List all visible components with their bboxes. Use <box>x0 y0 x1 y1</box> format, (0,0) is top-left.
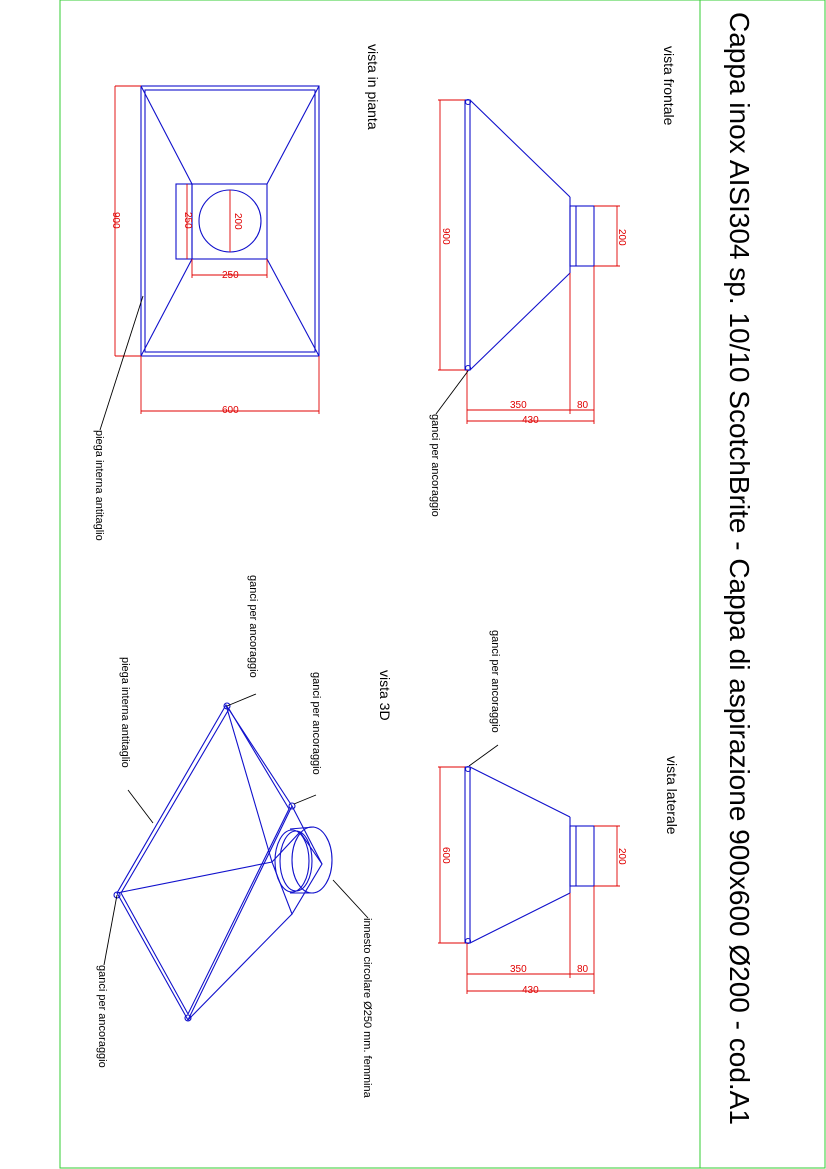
frontal-dim-430: 430 <box>522 415 539 426</box>
view-3d-hooks-note-collar: ganci per ancoraggio <box>310 672 322 775</box>
drawing-title: Cappa inox AISI304 sp. 10/10 ScotchBrite - Cappa di aspirazione 900x600 Ø200 - cod.A1 <box>724 12 755 1125</box>
frontal-view-label: vista frontale <box>661 46 677 126</box>
lateral-view <box>438 630 680 996</box>
plan-dim-600: 600 <box>222 405 239 416</box>
frontal-dim-80: 80 <box>577 400 589 411</box>
view-3d-hooks-note-bottom: ganci per ancoraggio <box>96 965 108 1068</box>
lateral-dim-350: 350 <box>510 964 527 975</box>
plan-dim-900: 900 <box>110 212 121 229</box>
plan-dim-200: 200 <box>232 213 243 230</box>
view-3d-connection-note: innesto circolare Ø250 mm. femmina <box>361 918 373 1098</box>
plan-view <box>93 44 381 541</box>
sheet-frame <box>60 0 825 1168</box>
view-3d-label: vista 3D <box>377 670 393 721</box>
view-3d-fold-note: piega interna antitaglio <box>119 657 131 768</box>
lateral-dim-80: 80 <box>577 964 589 975</box>
view-3d <box>96 575 393 1099</box>
frontal-hooks-note: ganci per ancoraggio <box>429 414 441 517</box>
lateral-view-label: vista laterale <box>664 756 680 835</box>
frontal-dim-900: 900 <box>440 228 451 245</box>
frontal-view <box>429 46 677 517</box>
plan-view-label: vista in pianta <box>365 44 381 130</box>
lateral-dim-200: 200 <box>616 848 627 865</box>
lateral-dim-430: 430 <box>522 985 539 996</box>
plan-dim-250-vertical: 250 <box>182 212 193 229</box>
frontal-dim-350: 350 <box>510 400 527 411</box>
view-3d-hooks-note-top: ganci per ancoraggio <box>247 575 259 678</box>
frontal-dim-200: 200 <box>616 229 627 246</box>
plan-fold-note: piega interna antitaglio <box>93 430 105 541</box>
lateral-dim-600: 600 <box>440 847 451 864</box>
lateral-hooks-note: ganci per ancoraggio <box>489 630 501 733</box>
plan-dim-250-horizontal: 250 <box>222 270 239 281</box>
